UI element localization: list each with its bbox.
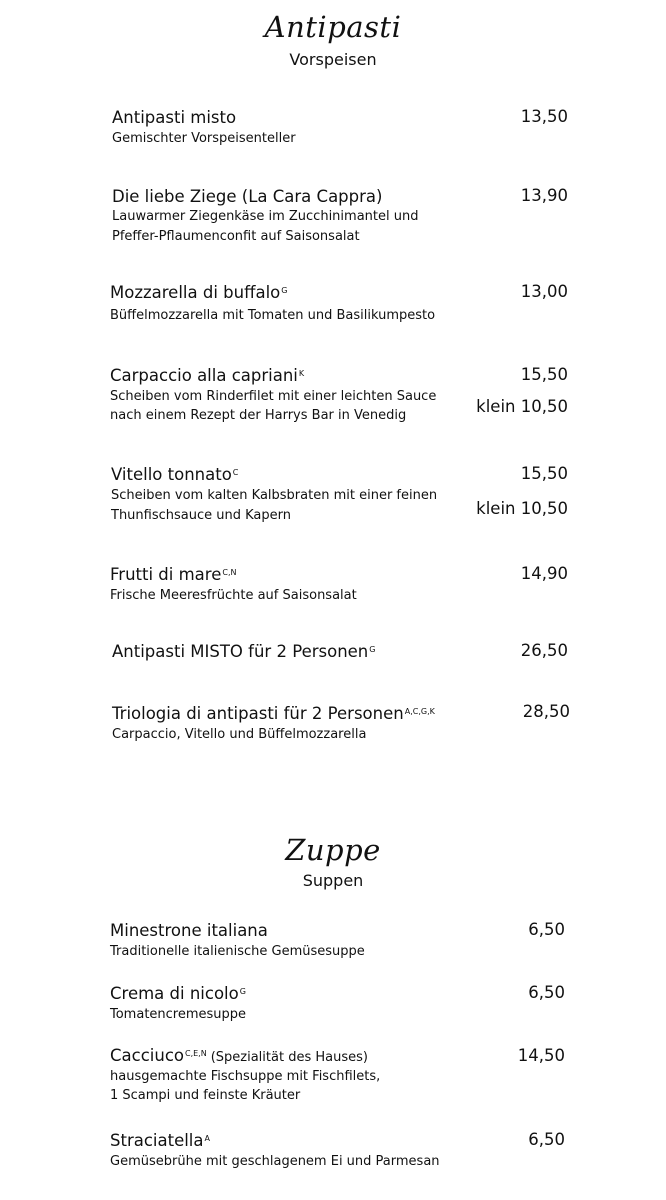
allergen-code: C,N (222, 568, 237, 577)
dish-note: (Spezialität des Hauses) (210, 1050, 368, 1065)
dish-price: 26,50 (520, 641, 568, 660)
dish-description: Tomatencremesuppe (110, 1007, 247, 1022)
dish-name: Straciatella$^A$ (110, 1131, 210, 1150)
dish-description: Scheiben vom kalten Kalbsbraten mit einer feinen (111, 488, 438, 503)
dish-description: Traditionelle italienische Gemüsesuppe (110, 944, 365, 959)
dish-description: Carpaccio, Vitello und Büffelmozzarella (112, 727, 367, 742)
antipasti-title: Antipasti (264, 10, 402, 44)
dish-name: Die liebe Ziege (La Cara Cappra) (112, 187, 383, 206)
allergen-code: K (298, 369, 305, 378)
dish-description-line2: nach einem Rezept der Harrys Bar in Venedig (110, 408, 407, 423)
dish-price: 13,00 (520, 282, 568, 301)
dish-price: 14,50 (517, 1046, 565, 1065)
dish-price-small: klein 10,50 (476, 499, 568, 518)
dish-name: Cacciuco$^{C,E,N}$ (Spezialität des Hauses) (110, 1046, 368, 1065)
allergen-code: G (281, 286, 288, 295)
allergen-code: C,E,N (184, 1049, 207, 1058)
dish-price: 14,90 (520, 564, 568, 583)
antipasti-subtitle: Vorspeisen (289, 50, 377, 69)
dish-name: Antipasti misto (112, 108, 237, 127)
dish-description: hausgemachte Fischsuppe mit Fischfilets, (110, 1069, 381, 1084)
dish-price: 13,50 (520, 107, 568, 126)
zuppe-subtitle: Suppen (302, 871, 364, 890)
dish-description: Gemüsebrühe mit geschlagenem Ei und Parmesan (110, 1154, 440, 1169)
dish-name: Triologia di antipasti für 2 Personen$^{A,C,G,K}$ (112, 704, 435, 723)
dish-name: Carpaccio alla capriani$^K$ (110, 366, 305, 385)
dish-price: 15,50 (520, 464, 568, 483)
dish-price: 6,50 (528, 1130, 565, 1149)
dish-price: 13,90 (520, 186, 568, 205)
dish-price-small: klein 10,50 (476, 397, 568, 416)
dish-name: Frutti di mare$^{C,N}$ (110, 565, 237, 584)
dish-description-line2: Thunfischsauce und Kapern (111, 508, 291, 523)
dish-name: Antipasti MISTO für 2 Personen$^G$ (112, 642, 376, 661)
zuppe-title: Zuppe (285, 833, 381, 867)
dish-description-line2: 1 Scampi und feinste Kräuter (110, 1088, 301, 1103)
dish-description: Büffelmozzarella mit Tomaten und Basilikumpesto (110, 308, 436, 323)
dish-price: 15,50 (520, 365, 568, 384)
dish-description: Gemischter Vorspeisenteller (112, 131, 296, 146)
dish-name: Minestrone italiana (110, 921, 268, 940)
dish-description-line2: Pfeffer-Pflaumenconfit auf Saisonsalat (112, 229, 360, 244)
dish-price: 28,50 (522, 702, 570, 721)
allergen-code: A,C,G,K (404, 707, 435, 716)
allergen-code: G (239, 987, 246, 996)
dish-price: 6,50 (528, 920, 565, 939)
dish-description: Lauwarmer Ziegenkäse im Zucchinimantel und (112, 209, 419, 224)
allergen-code: C (232, 468, 239, 477)
allergen-code: G (369, 645, 376, 654)
dish-name: Mozzarella di buffalo$^G$ (110, 283, 288, 302)
dish-name: Vitello tonnato$^C$ (111, 465, 239, 484)
dish-description: Frische Meeresfrüchte auf Saisonsalat (110, 588, 357, 603)
dish-name: Crema di nicolo$^G$ (110, 984, 246, 1003)
dish-price: 6,50 (528, 983, 565, 1002)
allergen-code: A (204, 1134, 210, 1143)
dish-description: Scheiben vom Rinderfilet mit einer leichten Sauce (110, 389, 437, 404)
